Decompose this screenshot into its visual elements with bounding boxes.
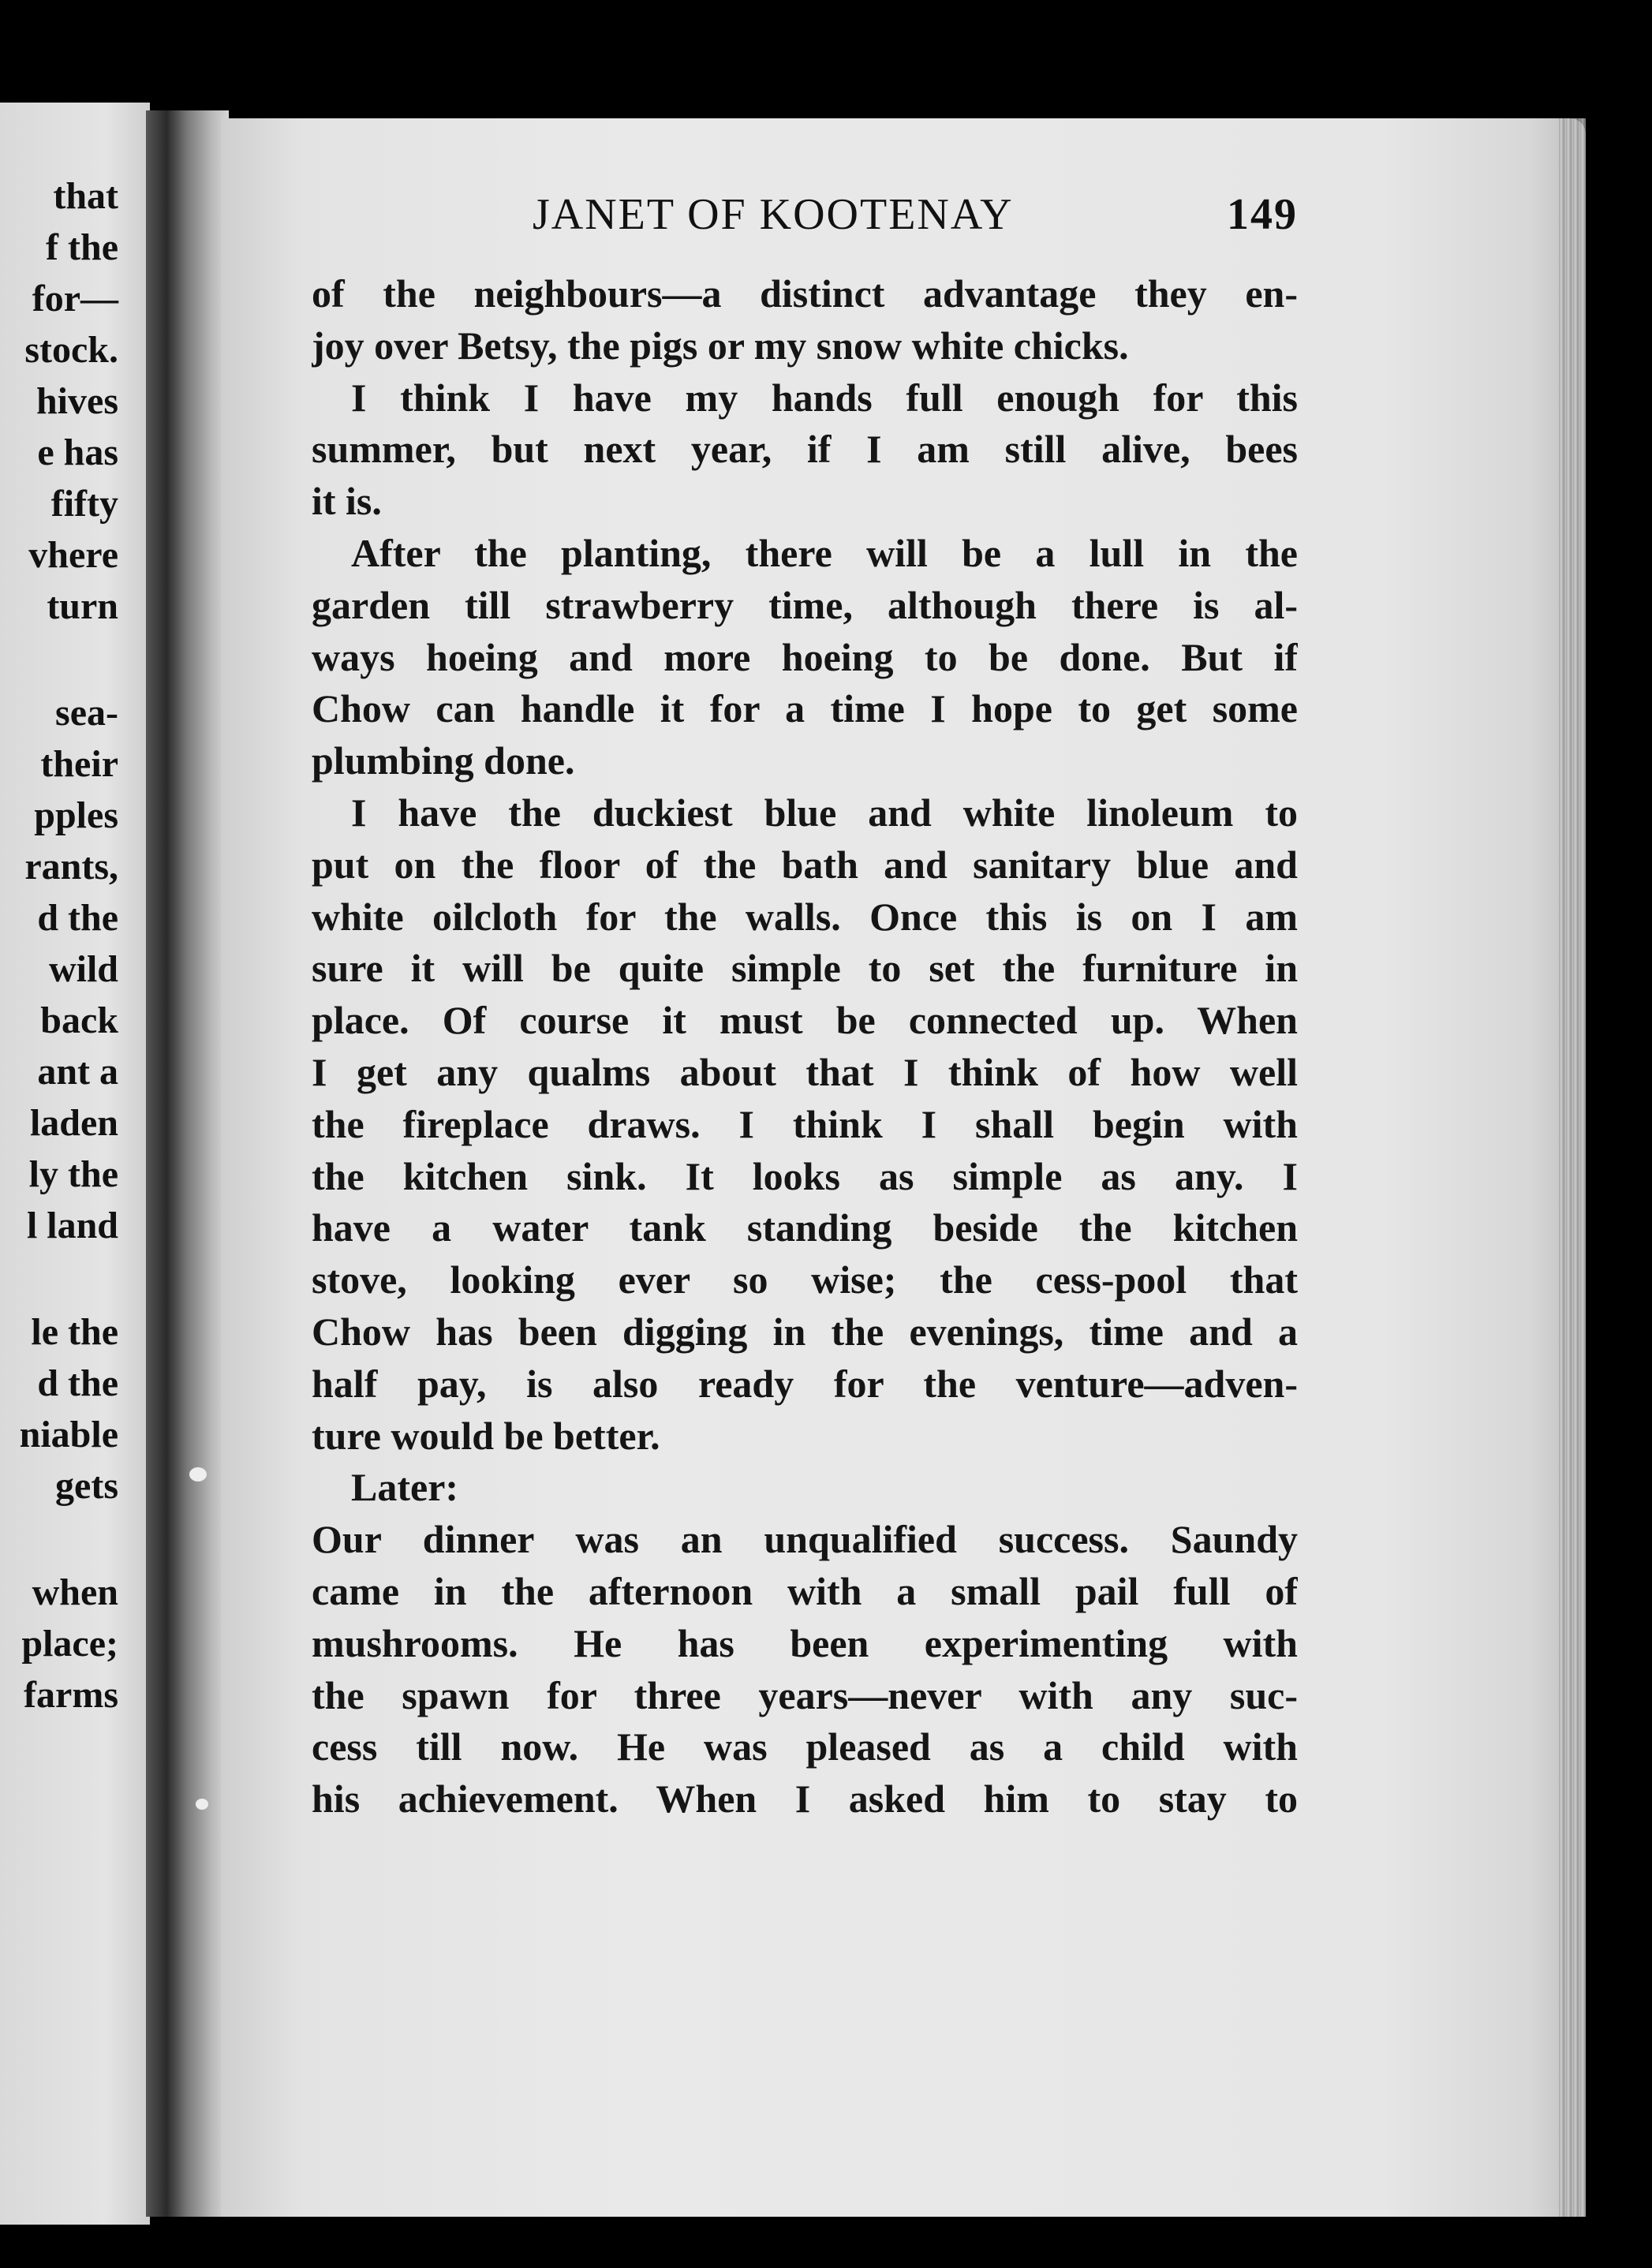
- left-page-line: that: [53, 175, 118, 217]
- left-page-line: ly the: [28, 1153, 118, 1195]
- text-line: sure it will be quite simple to set the furniture in: [312, 946, 1298, 991]
- text-line: cess till now. He was pleased as a child with: [312, 1724, 1298, 1769]
- text-line: white oilcloth for the walls. Once this is on I am: [312, 894, 1298, 939]
- text-line: have a water tank standing beside the kitchen: [312, 1205, 1298, 1250]
- scan-speck: [196, 1799, 208, 1810]
- text-line: the fireplace draws. I think I shall begin with: [312, 1101, 1298, 1146]
- text-line: put on the floor of the bath and sanitary blue and: [312, 842, 1298, 887]
- left-page-line: niable: [19, 1414, 118, 1455]
- left-page-line: laden: [29, 1102, 118, 1144]
- text-line: came in the afternoon with a small pail full of: [312, 1568, 1298, 1613]
- left-page-line: sea-: [55, 692, 118, 734]
- text-line: Chow has been digging in the evenings, time and a: [312, 1309, 1298, 1354]
- left-page-line: rants,: [24, 846, 118, 887]
- text-line: After the planting, there will be a lull in the: [351, 530, 1298, 575]
- text-line: place. Of course it must be connected up. When: [312, 998, 1298, 1043]
- text-line: joy over Betsy, the pigs or my snow white chicks.: [312, 323, 1129, 368]
- left-page-line: e has: [37, 432, 118, 473]
- left-page-line: l land: [26, 1205, 118, 1246]
- text-line: Our dinner was an unqualified success. Saundy: [312, 1517, 1298, 1562]
- text-line: the spawn for three years—never with any suc-: [312, 1672, 1298, 1717]
- page-number: 149: [1227, 190, 1298, 239]
- left-page-line: d the: [37, 1362, 118, 1404]
- left-page-line: fifty: [50, 483, 118, 525]
- text-line: it is.: [312, 479, 382, 524]
- page-edge: [1559, 118, 1586, 2217]
- text-line: stove, looking ever so wise; the cess-pool that: [312, 1257, 1298, 1302]
- left-page-line: pples: [34, 794, 118, 836]
- text-line: the kitchen sink. It looks as simple as any. I: [312, 1153, 1298, 1198]
- text-line: I think I have my hands full enough for this: [351, 375, 1298, 420]
- running-title: JANET OF KOOTENAY: [533, 190, 1014, 239]
- text-line: of the neighbours—a distinct advantage they en-: [312, 271, 1298, 316]
- text-line: Chow can handle it for a time I hope to get some: [312, 686, 1298, 731]
- left-page-line: when: [32, 1571, 118, 1613]
- left-page-text: [0, 103, 118, 2225]
- left-page-line: turn: [47, 585, 118, 627]
- page-body-text: [312, 268, 1298, 1825]
- text-line: ture would be better.: [312, 1413, 660, 1458]
- left-page-line: le the: [31, 1311, 118, 1353]
- running-head: [312, 189, 1298, 245]
- text-line: garden till strawberry time, although there is al-: [312, 582, 1298, 627]
- text-line: mushrooms. He has been experimenting with: [312, 1620, 1298, 1665]
- left-facing-page: [0, 103, 150, 2225]
- text-line: ways hoeing and more hoeing to be done. But if: [312, 634, 1298, 679]
- text-line: I have the duckiest blue and white linoleum to: [351, 790, 1298, 835]
- left-page-line: their: [40, 743, 118, 785]
- left-page-line: ant a: [37, 1051, 118, 1093]
- text-line: his achievement. When I asked him to stay to: [312, 1777, 1298, 1821]
- left-page-line: place;: [21, 1623, 118, 1665]
- left-page-line: wild: [48, 948, 118, 990]
- text-line: plumbing done.: [312, 738, 575, 783]
- left-page-line: vhere: [28, 534, 118, 576]
- left-page-line: stock.: [24, 329, 118, 371]
- left-page-line: hives: [36, 380, 118, 422]
- text-line: summer, but next year, if I am still alive, bees: [312, 427, 1298, 472]
- text-line: half pay, is also ready for the venture—adven-: [312, 1361, 1298, 1406]
- left-page-line: farms: [24, 1674, 118, 1716]
- left-page-line: d the: [37, 897, 118, 939]
- text-line: I get any qualms about that I think of how well: [312, 1049, 1298, 1094]
- left-page-line: gets: [55, 1465, 118, 1507]
- text-line: Later:: [351, 1465, 459, 1510]
- left-page-line: f the: [46, 226, 118, 268]
- left-page-line: back: [40, 999, 118, 1041]
- book-gutter: [146, 110, 229, 2217]
- left-page-line: for—: [32, 278, 118, 319]
- scan-speck: [189, 1467, 207, 1481]
